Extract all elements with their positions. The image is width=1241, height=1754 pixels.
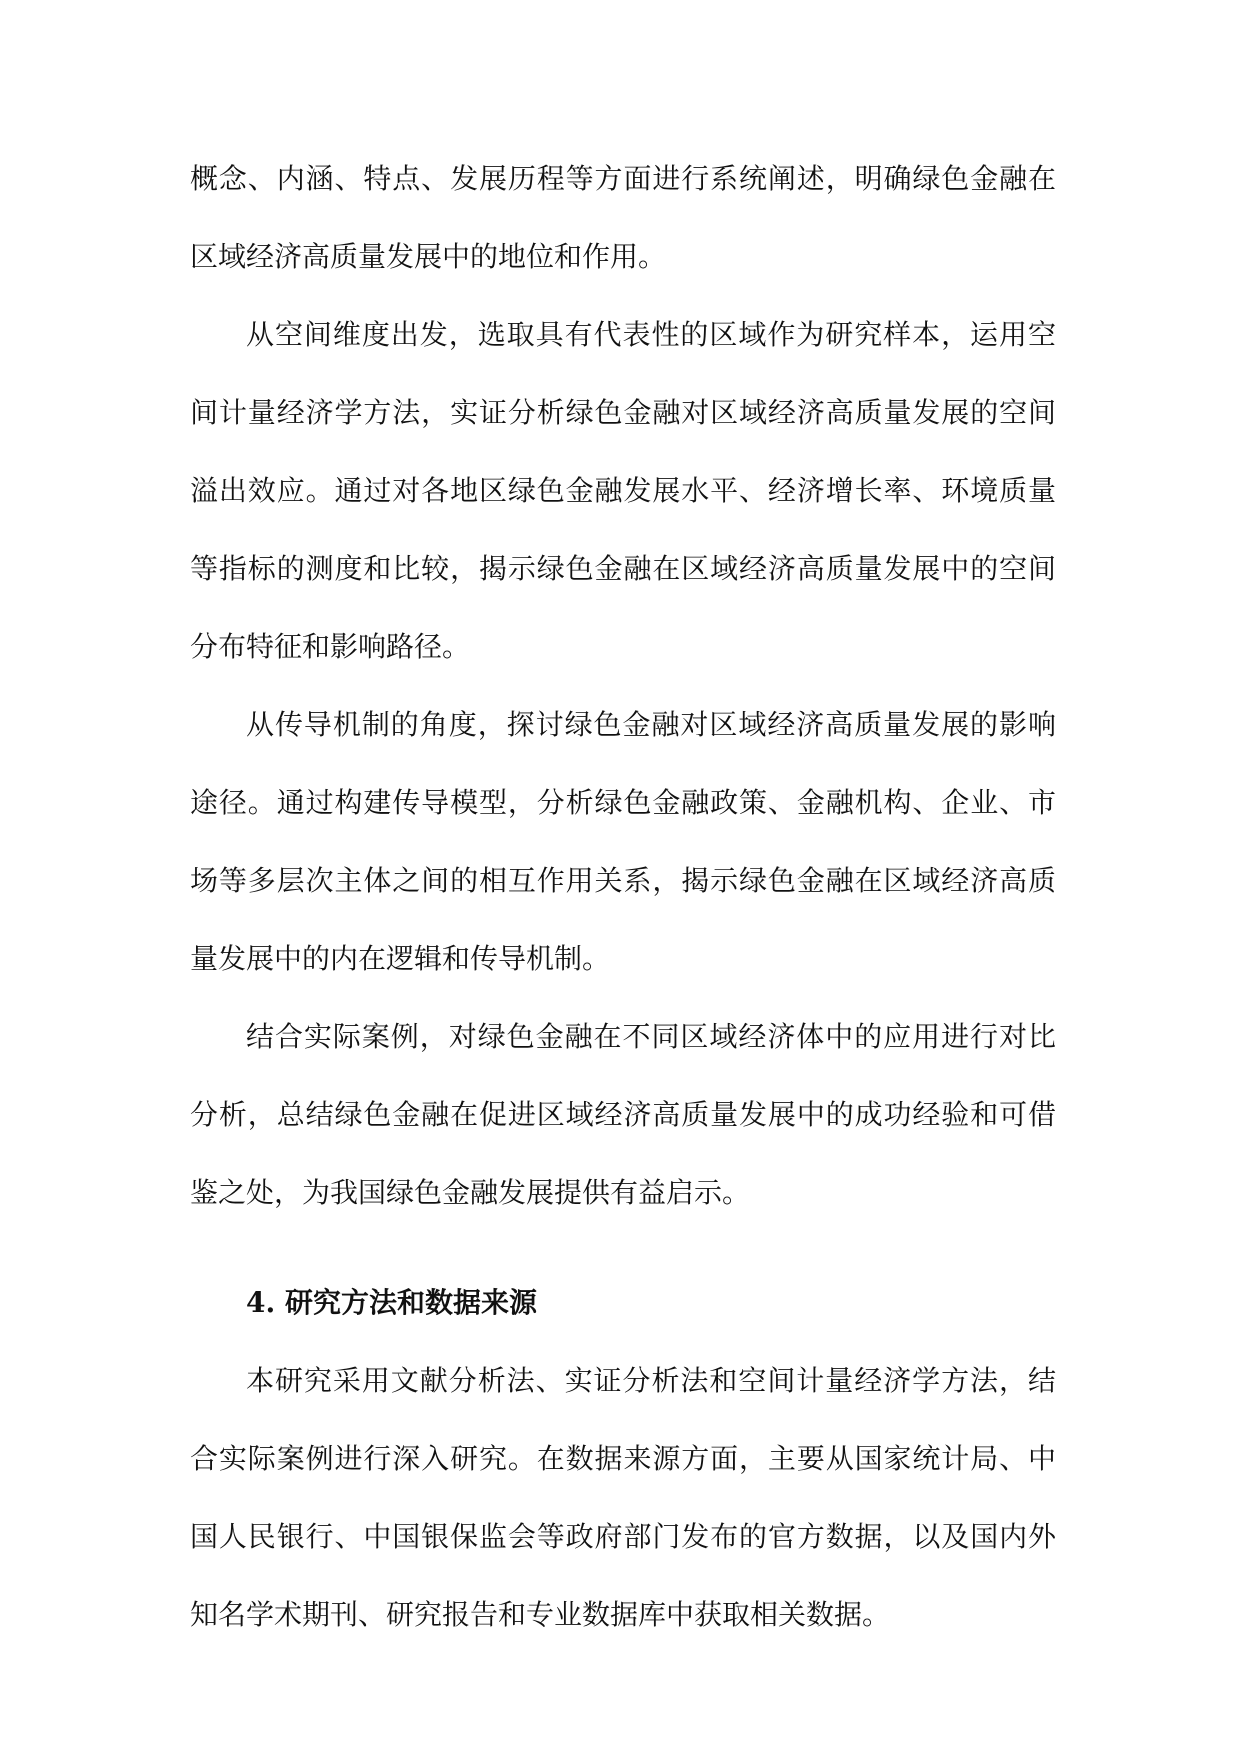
paragraph-1 (190, 140, 1056, 296)
paragraph-2 (190, 296, 1056, 686)
text-line: 从传导机制的角度，探讨绿色金融对区域经济高质量发展的影响 (246, 708, 1056, 741)
section-heading: 4. 研究方法和数据来源 (246, 1286, 537, 1319)
text-line: 等指标的测度和比较，揭示绿色金融在区域经济高质量发展中的空间 (190, 552, 1056, 585)
text-line: 场等多层次主体之间的相互作用关系，揭示绿色金融在区域经济高质 (190, 864, 1056, 897)
text-line: 途径。通过构建传导模型，分析绿色金融政策、金融机构、企业、市 (190, 786, 1056, 819)
text-line: 鉴之处，为我国绿色金融发展提供有益启示。 (190, 1176, 751, 1209)
paragraph-4 (190, 998, 1056, 1232)
text-line: 知名学术期刊、研究报告和专业数据库中获取相关数据。 (190, 1598, 891, 1631)
text-line: 从空间维度出发，选取具有代表性的区域作为研究样本，运用空 (246, 318, 1056, 351)
text-line: 分析，总结绿色金融在促进区域经济高质量发展中的成功经验和可借 (190, 1098, 1056, 1131)
text-line: 国人民银行、中国银保监会等政府部门发布的官方数据，以及国内外 (190, 1520, 1056, 1553)
text-line: 本研究采用文献分析法、实证分析法和空间计量经济学方法，结 (246, 1364, 1056, 1397)
document-page (190, 140, 1056, 1654)
paragraph-3 (190, 686, 1056, 998)
text-line: 分布特征和影响路径。 (190, 630, 471, 663)
text-line: 量发展中的内在逻辑和传导机制。 (190, 942, 611, 975)
section-paragraph (190, 1342, 1056, 1654)
text-line: 概念、内涵、特点、发展历程等方面进行系统阐述，明确绿色金融在 (190, 162, 1056, 195)
text-line: 区域经济高质量发展中的地位和作用。 (190, 240, 667, 273)
text-line: 间计量经济学方法，实证分析绿色金融对区域经济高质量发展的空间 (190, 396, 1056, 429)
text-line: 合实际案例进行深入研究。在数据来源方面，主要从国家统计局、中 (190, 1442, 1056, 1475)
text-line: 结合实际案例，对绿色金融在不同区域经济体中的应用进行对比 (246, 1020, 1056, 1053)
text-line: 溢出效应。通过对各地区绿色金融发展水平、经济增长率、环境质量 (190, 474, 1056, 507)
